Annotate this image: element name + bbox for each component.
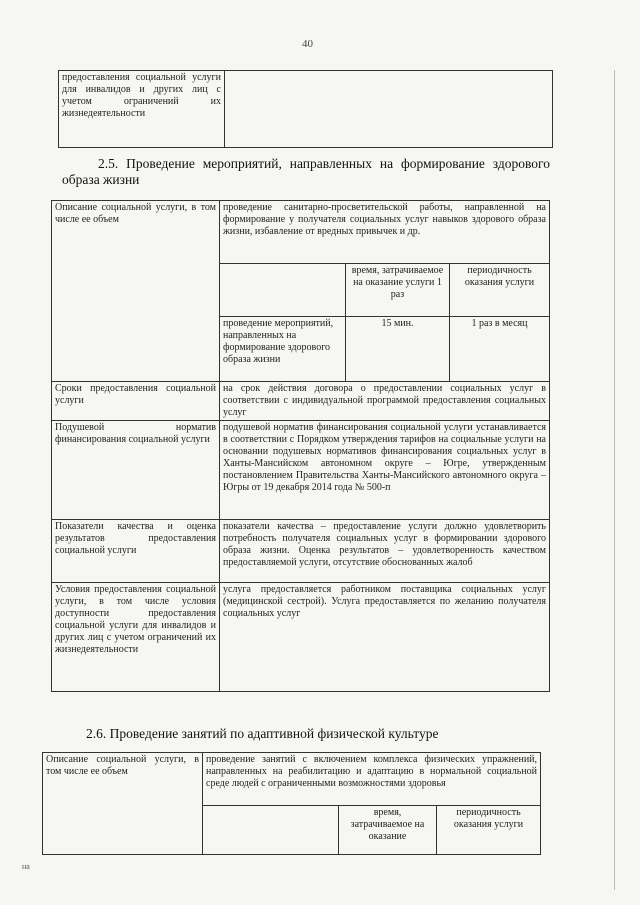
conditions-text-cell	[220, 583, 550, 692]
frequency-header-cell	[450, 264, 550, 317]
time-header-cell	[339, 806, 437, 855]
terms-text-cell	[220, 382, 550, 421]
description-text: проведение санитарно-просветительской работы, направленной на формирование у получателя социальных услуг навыков здорового образа жизни, избавление от вредных привычек и др.	[223, 202, 546, 237]
activity-cell	[220, 317, 346, 382]
time-value-cell	[346, 317, 450, 382]
section-heading-2-5: 2.5. Проведение мероприятий, направленных на формирование здорового образа жизни	[62, 156, 550, 187]
quality-label-cell	[52, 520, 220, 583]
empty-header-cell	[203, 806, 339, 855]
quality-text: показатели качества – предоставление услуги должно удовлетворить потребность получателя социальных услуг в формировании здорового образа жизни. Оценка результатов – удовлетворенность качеством предоставляемой услуги, отсутствие обоснованных жалоб	[223, 521, 546, 568]
table-row	[43, 753, 541, 806]
section-heading-2-6: 2.6. Проведение занятий по адаптивной физической культуре	[86, 726, 439, 741]
terms-label: Сроки предоставления социальной услуги	[55, 383, 216, 406]
service-table-2-6	[42, 752, 541, 855]
normative-text-cell	[220, 421, 550, 520]
table-row	[52, 583, 550, 692]
description-label: Описание социальной услуги, в том числе ее объем	[46, 754, 199, 777]
margin-mark: на	[22, 862, 30, 871]
frequency-value: 1 раз в месяц	[471, 318, 528, 329]
page-number: 40	[302, 38, 313, 50]
conditions-label: предоставления социальной услуги для инвалидов и других лиц с учетом ограничений их жизнедеятельности	[62, 72, 221, 119]
table-row	[52, 520, 550, 583]
normative-text: подушевой норматив финансирования социальной услуги устанавливается в соответствии с Порядком утверждения тарифов на социальные услуги на основании подушевых нормативов финансирования социальных услуг в Ханты-Мансийском автономном округе – Югре, утвержденным постановлением Правительства Ханты-Мансийского автономного округа – Югры от 19 декабря 2014 года № 500-п	[223, 422, 546, 493]
frequency-header-cell	[437, 806, 541, 855]
time-value: 15 мин.	[381, 318, 414, 329]
description-label: Описание социальной услуги, в том числе ее объем	[55, 202, 216, 225]
table-row	[59, 71, 553, 148]
table-continuation	[58, 70, 553, 148]
time-header: время, затрачиваемое на оказание услуги 1 раз	[351, 265, 444, 300]
conditions-label: Условия предоставления социальной услуги, в том числе условия доступности предоставления социальной услуги для инвалидов и других лиц с учетом ограничений их жизнедеятельности	[55, 584, 216, 655]
activity-text: проведение мероприятий, направленных на формирование здорового образа жизни	[223, 318, 334, 365]
frequency-value-cell	[450, 317, 550, 382]
description-label-cell	[43, 753, 203, 855]
frequency-header: периодичность оказания услуги	[453, 807, 524, 830]
empty-header-cell	[220, 264, 346, 317]
conditions-label-cell	[59, 71, 225, 148]
quality-text-cell	[220, 520, 550, 583]
frequency-header: периодичность оказания услуги	[464, 265, 535, 288]
terms-text: на срок действия договора о предоставлении социальных услуг в соответствии с индивидуальной программой предоставления социальных услуг	[223, 383, 546, 418]
conditions-value-cell	[225, 71, 553, 148]
description-text: проведение занятий с включением комплекса физических упражнений, направленных на реабилитацию и адаптацию в нормальной социальной среде людей с ограниченными возможностями здоровья	[206, 754, 538, 789]
terms-label-cell	[52, 382, 220, 421]
quality-label: Показатели качества и оценка результатов предоставления социальной услуги	[55, 521, 216, 556]
table-row	[52, 421, 550, 520]
description-text-cell	[220, 201, 550, 264]
table-row	[52, 382, 550, 421]
conditions-label-cell	[52, 583, 220, 692]
description-label-cell	[52, 201, 220, 382]
time-header-cell	[346, 264, 450, 317]
normative-label-cell	[52, 421, 220, 520]
conditions-text: услуга предоставляется работником поставщика социальных услуг (медицинской сестрой). Услуга предоставляется по желанию получателя социальных услуг	[223, 584, 546, 619]
service-table-2-5	[51, 200, 550, 692]
table-row	[52, 201, 550, 264]
description-text-cell	[203, 753, 541, 806]
time-header: время, затрачиваемое на оказание	[350, 807, 425, 842]
normative-label: Подушевой норматив финансирования социальной услуги	[55, 422, 216, 445]
scan-edge-line	[614, 70, 615, 890]
